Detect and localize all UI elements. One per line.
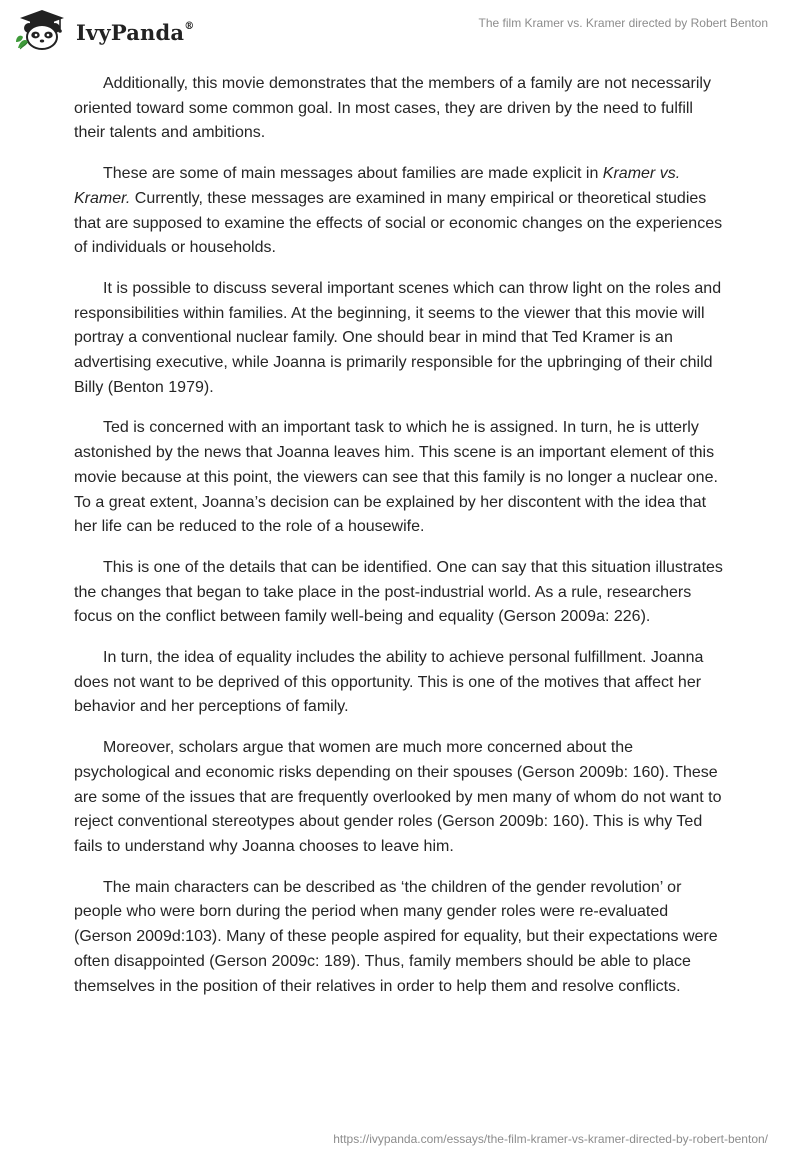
paragraph-2: [74, 162, 726, 261]
brand-name-text: IvyPanda: [76, 19, 185, 45]
paragraph-1: Additionally, this movie demonstrates that the members of a family are not necessarily oriented toward some common goal. In most cases, they are driven by the need to fulfill their talents and ambitions.: [74, 75, 711, 142]
registered-mark: ®: [184, 20, 195, 32]
paragraph-2-before: These are some of main messages about families are made explicit in: [103, 165, 603, 183]
paragraph-5: This is one of the details that can be identified. One can say that this situation illustrates the changes that began to take place in the post-industrial world. As a rule, researchers focus on the conflict between family well-being and equality (Gerson 2009a: 226).: [74, 558, 723, 626]
paragraph-2-after: Currently, these messages are examined in many empirical or theoretical studies that are supposed to examine the effects of social or economic changes on the experiences of individuals or households.: [74, 189, 723, 257]
source-url[interactable]: https://ivypanda.com/essays/the-film-kramer-vs-kramer-directed-by-robert-benton/: [333, 1132, 768, 1146]
paragraph-3: It is possible to discuss several important scenes which can throw light on the roles and responsibilities within families. At the beginning, it seems to the viewer that this movie will portray a conventional nuclear family. One should bear in mind that Ted Kramer is an advertising executive, while Joanna is primarily responsible for the upbringing of their child Billy (Benton 1979).: [74, 279, 722, 396]
paragraph-8: The main characters can be described as ‘the children of the gender revolution’ or people who were born during the period when many gender roles were re-evaluated (Gerson 2009d:103). Many of these people aspired for equality, but their expectations were often disappointed (Gerson 2009c: 189). Thus, family members should be able to place themselves in the position of their relatives in order to help them and resolve conflicts.: [74, 878, 718, 995]
film-title-emphasis: Kramer vs. Kramer.: [74, 165, 681, 207]
paragraph-6: In turn, the idea of equality includes the ability to achieve personal fulfillment. Joanna does not want to be deprived of this opportunity. This is one of the motives that affect her behavior and her perceptions of family.: [74, 649, 704, 716]
document-title: The film Kramer vs. Kramer directed by Robert Benton: [478, 16, 768, 30]
essay-body: [74, 72, 726, 1015]
brand-name: [76, 20, 194, 45]
paragraph-7: Moreover, scholars argue that women are much more concerned about the psychological and economic risks depending on their spouses (Gerson 2009b: 160). These are some of the issues that are frequently overlooked by men many of whom do not want to reject conventional stereotypes about gender roles (Gerson 2009b: 160). This is why Ted fails to understand why Joanna chooses to leave him.: [74, 739, 722, 855]
page-header: [0, 0, 800, 60]
paragraph-4: Ted is concerned with an important task to which he is assigned. In turn, he is utterly astonished by the news that Joanna leaves him. This scene is an important element of this movie because at this point, the viewers can see that this family is no longer a nuclear one. To a great extent, Joanna’s decision can be explained by her discontent with the idea that her life can be reduced to the role of a housewife.: [74, 419, 718, 536]
ivypanda-logo[interactable]: [14, 8, 194, 52]
panda-graduate-icon: [14, 8, 70, 52]
